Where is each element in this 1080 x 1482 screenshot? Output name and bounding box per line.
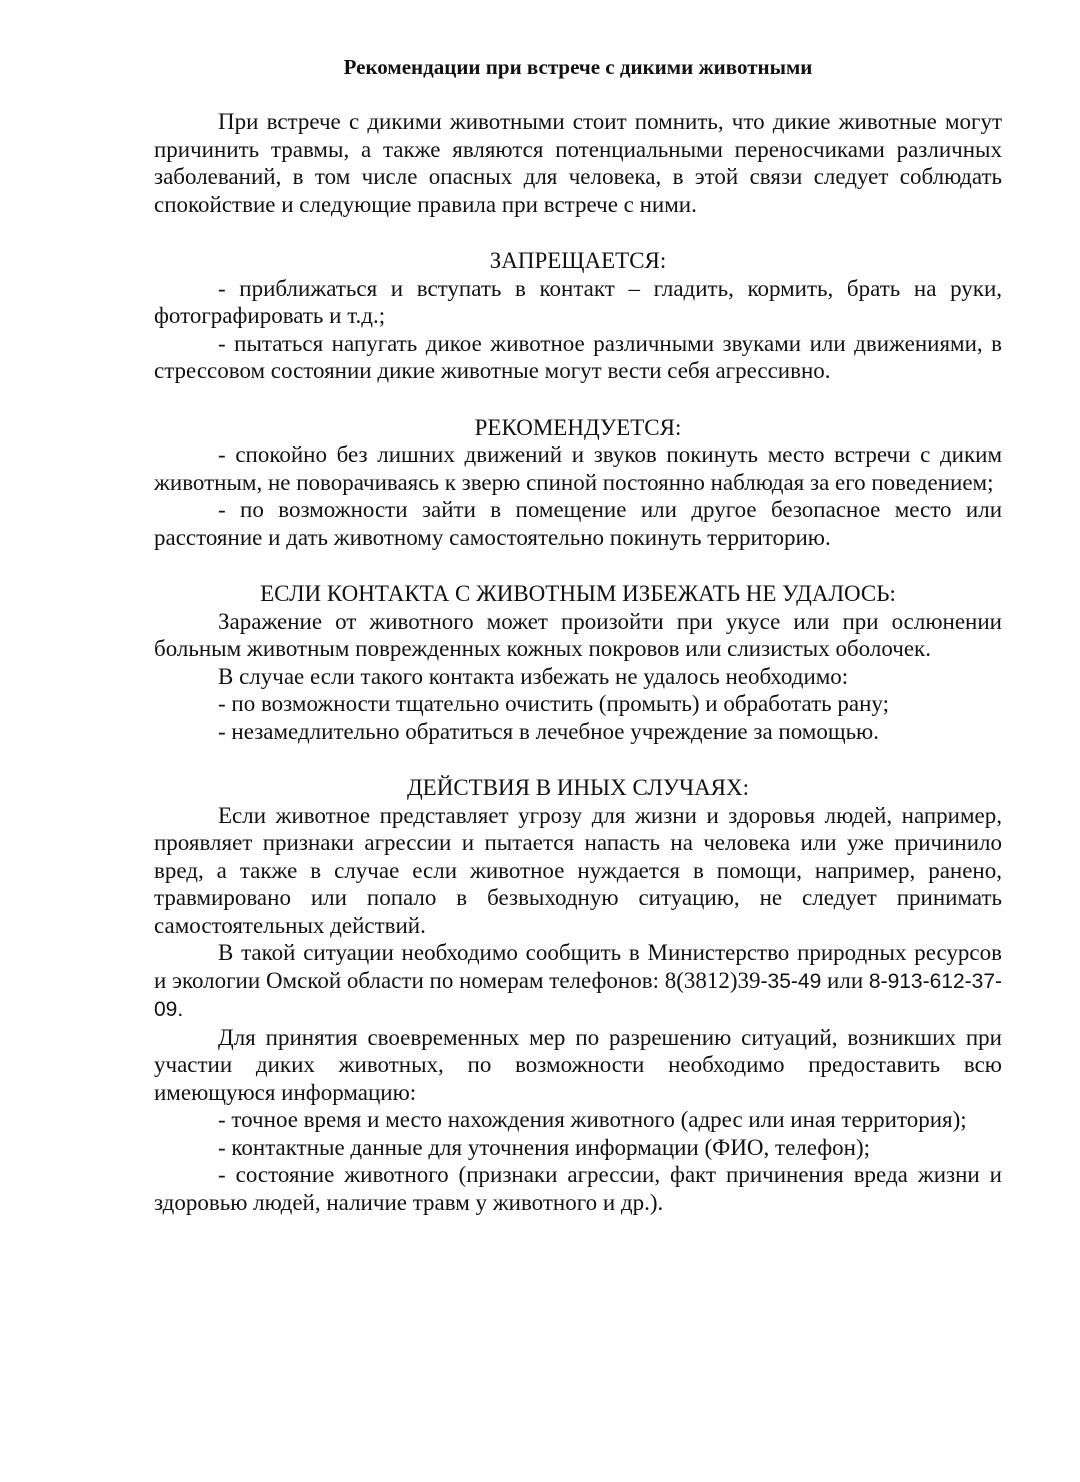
contact-paragraph: В случае если такого контакта избежать не удалось необходимо: xyxy=(218,663,849,689)
recommended-item: - по возможности зайти в помещение или другое безопасное место или расстояние и дать животному самостоятельно покинуть территорию. xyxy=(154,497,1002,550)
intro-paragraph: При встрече с дикими животными стоит помнить, что дикие животные могут причинить травмы, а также являются потенциальными переносчиками различных заболеваний, в том числе опасных для человека, в этой связи следует соблюдать спокойствие и следующие правила при встрече с ними. xyxy=(154,109,1002,217)
contact-heading: ЕСЛИ КОНТАКТА С ЖИВОТНЫМ ИЗБЕЖАТЬ НЕ УДАЛОСЬ: xyxy=(260,581,896,606)
recommended-item: - спокойно без лишних движений и звуков покинуть место встречи с диким животным, не поворачиваясь к зверю спиной постоянно наблюдая за его поведением; xyxy=(154,442,1002,495)
phone-number-2: 8-913-612-37-09. xyxy=(154,969,1002,1021)
prohibited-heading: ЗАПРЕЩАЕТСЯ: xyxy=(489,248,667,273)
contact-item: - по возможности тщательно очистить (промыть) и обработать рану; xyxy=(218,691,889,716)
document-page xyxy=(154,54,1002,1216)
information-item: - точное время и место нахождения животного (адрес или иная территория); xyxy=(218,1107,967,1132)
phone-separator: или xyxy=(821,967,869,993)
information-item: - состояние животного (признаки агрессии, факт причинения вреда жизни и здоровью людей, наличие травм у животного и др.). xyxy=(154,1162,1002,1215)
other-cases-heading: ДЕЙСТВИЯ В ИНЫХ СЛУЧАЯХ: xyxy=(406,775,750,800)
prohibited-item: - пытаться напугать дикое животное различными звуками или движениями, в стрессовом состоянии дикие животные могут вести себя агрессивно. xyxy=(154,330,1002,383)
information-item: - контактные данные для уточнения информации (ФИО, телефон); xyxy=(218,1134,871,1160)
ministry-contact-text: В такой ситуации необходимо сообщить в Министерство природных ресурсов и экологии Омской области по номерам телефонов: 8(3812)39 xyxy=(154,940,1002,993)
document-title: Рекомендации при встрече с дикими животными xyxy=(343,55,813,79)
contact-item: - незамедлительно обратиться в лечебное учреждение за помощью. xyxy=(218,718,879,744)
ministry-contact-paragraph xyxy=(154,939,1002,1024)
contact-paragraph: Заражение от животного может произойти при укусе или при ослюнении больным животным поврежденных кожных покровов или слизистых оболочек. xyxy=(154,608,1002,661)
recommended-heading: РЕКОМЕНДУЕТСЯ: xyxy=(474,414,682,440)
phone-number-1-tail: -35-49 xyxy=(760,969,822,993)
other-cases-paragraph: Если животное представляет угрозу для жизни и здоровья людей, например, проявляет признаки агрессии и пытается напасть на человека или уже причинило вред, а также в случае если животное нуждается в помощи, например, ранено, травмировано или попало в безвыходную ситуацию, не следует принимать самостоятельных действий. xyxy=(154,802,1002,938)
prohibited-item: - приближаться и вступать в контакт – гладить, кормить, брать на руки, фотографировать и т.д.; xyxy=(154,275,1002,328)
information-paragraph: Для принятия своевременных мер по разрешению ситуаций, возникших при участии диких животных, по возможности необходимо предоставить всю имеющуюся информацию: xyxy=(154,1024,1002,1105)
